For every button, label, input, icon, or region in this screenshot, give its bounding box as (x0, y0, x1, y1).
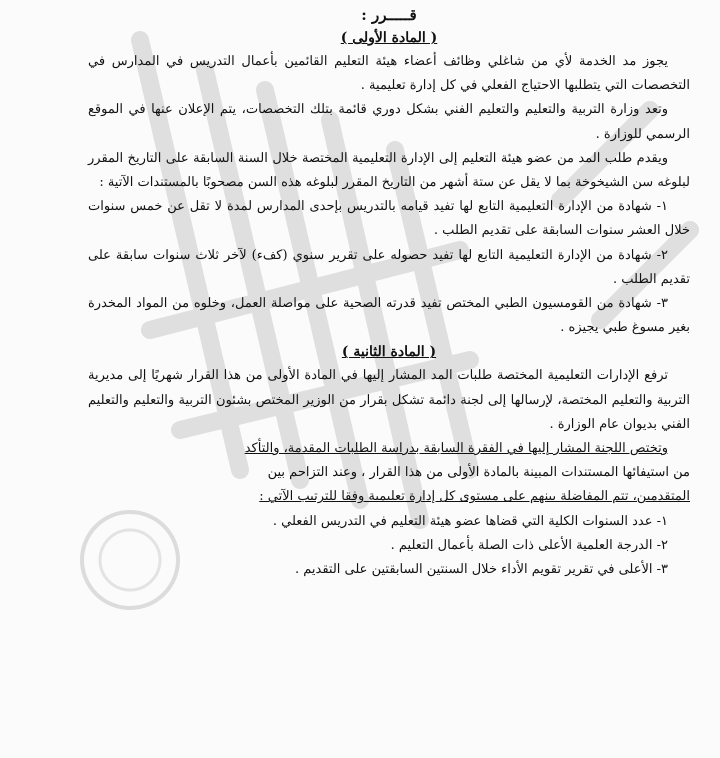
article-2-paragraph-2-line-1: وتختص اللجنة المشار إليها في الفقرة السابقة بدراسة الطلبات المقدمة، والتأكد (244, 441, 668, 457)
article-2-paragraph-2-line-3: المتقدمين، تتم المفاضلة بينهم على مستوى كل إدارة تعليمية وفقا للترتيب الآتي : (259, 489, 690, 505)
article-1-item-1: ١- شهادة من الإدارة التعليمية التابع لها تفيد قيامه بالتدريس بإحدى المدارس لمدة لا تقل عن خمس سنوات خلال العشر سنوات السابقة على تقديم الطلب . (88, 199, 690, 239)
article-2-item-3: ٣- الأعلى في تقرير تقويم الأداء خلال السنتين السابقتين على التقديم . (294, 562, 668, 578)
decree-title: قـــــرر : (361, 6, 417, 24)
article-2-paragraph-2-line-2: من استيفائها المستندات المبينة بالمادة الأولى من هذا القرار ، وعند التزاحم بين (267, 465, 690, 481)
article-2-item-2: ٢- الدرجة العلمية الأعلى ذات الصلة بأعمال التعليم . (390, 537, 668, 553)
article-2-heading (88, 340, 690, 364)
article-2-paragraph-1: ترفع الإدارات التعليمية المختصة طلبات المد المشار إليها في المادة الأولى من هذا القرار شهريًا إلى مديرية التربية والتعليم المختصة، لإرسالها إلى لجنة دائمة تشكل بقرار من الوزير المختص بشئون التربية والتعليم والتعليم الفني بديوان عام الوزارة . (88, 368, 691, 432)
article-1-paragraph-2: وتعد وزارة التربية والتعليم والتعليم الفني بشكل دوري قائمة بتلك التخصصات، يتم الإعلان عنها في الموقع الرسمي للوزارة . (88, 102, 690, 142)
article-1-heading (88, 26, 690, 50)
article-2-item-1: ١- عدد السنوات الكلية التي قضاها عضو هيئة التعليم في التدريس الفعلي . (272, 513, 668, 529)
article-1-paragraph-3: ويقدم طلب المد من عضو هيئة التعليم إلى الإدارة التعليمية المختصة خلال السنة السابقة على التاريخ المقرر لبلوغه سن الشيخوخة بما لا يقل عن ستة أشهر من التاريخ المقرر لبلوغه هذه السن مصحوبًا بالمستندات الآتية : (88, 150, 690, 191)
article-1-heading-text: ( المادة الأولى ) (340, 30, 438, 46)
article-2-heading-text: ( المادة الثانية ) (341, 344, 437, 361)
decree-body (88, 4, 690, 582)
article-1-item-2: ٢- شهادة من الإدارة التعليمية التابع لها تفيد حصوله على تقرير سنوي (كفء) لآخر ثلاث سنوات سابقة على تقديم الطلب . (88, 247, 690, 287)
article-1-paragraph-1: يجوز مد الخدمة لأي من شاغلي وظائف أعضاء هيئة التعليم القائمين بأعمال التدريس في المدارس في التخصصات التي يتطلبها الاحتياج الفعلي في كل إدارة تعليمية . (88, 54, 690, 94)
article-1-item-3: ٣- شهادة من القومسيون الطبي المختص تفيد قدرته الصحية على مواصلة العمل، وخلوه من المواد المخدرة بغير مسوغ طبي يجيزه . (88, 296, 690, 336)
